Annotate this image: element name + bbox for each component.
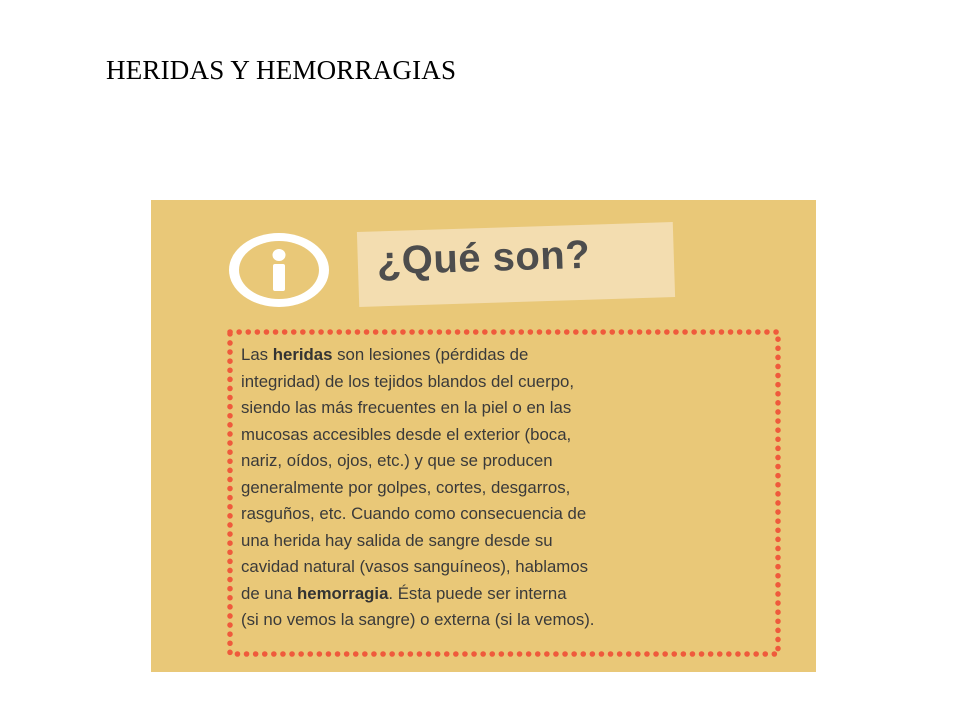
text-segment: Las bbox=[241, 345, 273, 364]
text-segment: integridad) de los tejidos blandos del cuerpo, bbox=[241, 371, 575, 391]
body-line bbox=[241, 448, 781, 475]
text-segment: de una bbox=[241, 583, 297, 603]
text-segment: . Ésta puede ser interna bbox=[388, 583, 567, 603]
body-line bbox=[241, 554, 781, 581]
slide-title: HERIDAS Y HEMORRAGIAS bbox=[106, 55, 457, 85]
body-line bbox=[241, 581, 781, 608]
body-line bbox=[241, 475, 781, 502]
text-segment: siendo las más frecuentes en la piel o en las bbox=[241, 398, 572, 417]
heading-box bbox=[357, 222, 675, 307]
bold-term: heridas bbox=[272, 345, 333, 364]
text-segment: una herida hay salida de sangre desde su bbox=[241, 530, 553, 550]
body-line bbox=[241, 607, 781, 634]
text-segment: cavidad natural (vasos sanguíneos), hablamos bbox=[241, 557, 589, 576]
bold-term: hemorragia bbox=[297, 583, 389, 603]
text-segment: son lesiones (pérdidas de bbox=[332, 345, 529, 364]
body-text bbox=[241, 342, 781, 634]
text-segment: mucosas accesibles desde el exterior (boca, bbox=[241, 424, 572, 444]
body-line bbox=[241, 528, 781, 555]
text-segment: rasguños, etc. Cuando como consecuencia de bbox=[241, 504, 587, 523]
info-card bbox=[151, 200, 816, 672]
text-segment: nariz, oídos, ojos, etc.) y que se producen bbox=[241, 451, 553, 470]
body-line bbox=[241, 369, 781, 396]
body-line bbox=[241, 501, 781, 528]
heading-text: ¿Qué son? bbox=[376, 232, 591, 284]
info-icon bbox=[227, 230, 337, 310]
text-segment: (si no vemos la sangre) o externa (si la vemos). bbox=[241, 610, 595, 629]
body-line bbox=[241, 342, 781, 369]
body-line bbox=[241, 395, 781, 422]
text-segment: generalmente por golpes, cortes, desgarros, bbox=[241, 477, 571, 497]
body-line bbox=[241, 422, 781, 449]
